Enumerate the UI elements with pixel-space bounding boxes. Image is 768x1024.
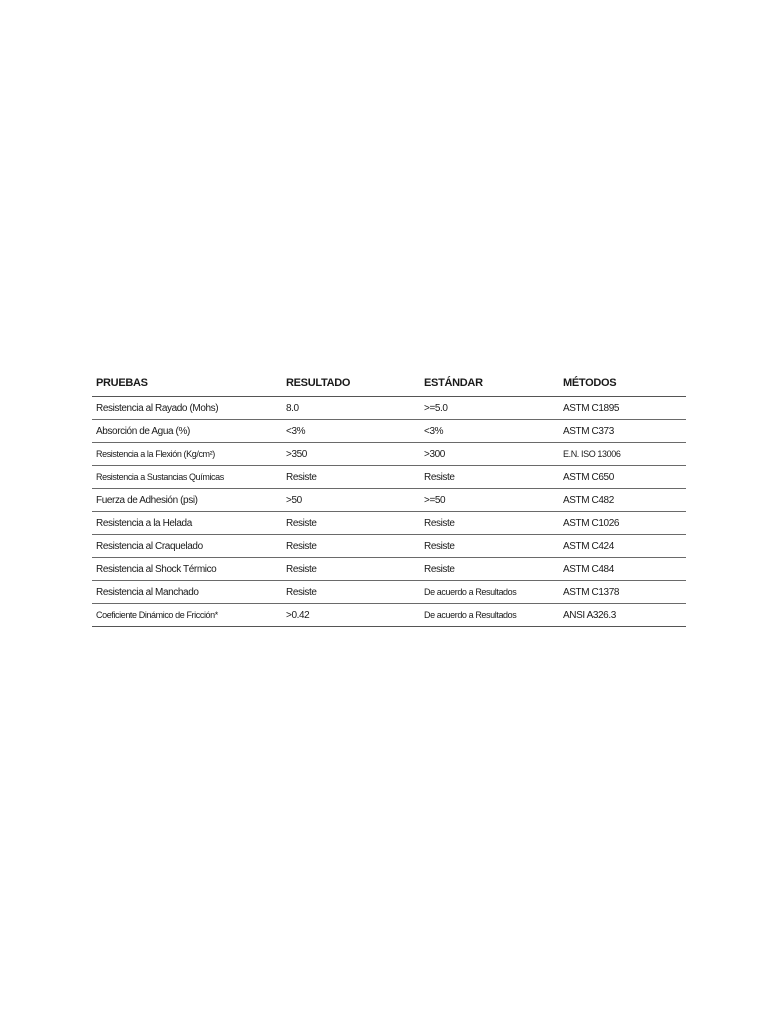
table-row [92, 443, 686, 466]
cell-estandar: >=5.0 [420, 397, 559, 420]
cell-estandar: Resiste [420, 512, 559, 535]
cell-metodo: ASTM C482 [559, 489, 686, 512]
cell-metodo: ASTM C424 [559, 535, 686, 558]
cell-estandar: De acuerdo a Resultados [420, 604, 559, 627]
table-row [92, 512, 686, 535]
cell-estandar: >=50 [420, 489, 559, 512]
cell-estandar: >300 [420, 443, 559, 466]
cell-resultado: Resiste [282, 558, 420, 581]
cell-resultado: Resiste [282, 535, 420, 558]
header-metodos: MÉTODOS [559, 370, 686, 397]
cell-prueba: Resistencia al Rayado (Mohs) [92, 397, 282, 420]
table-header [92, 370, 686, 397]
cell-estandar: <3% [420, 420, 559, 443]
header-row [92, 370, 686, 397]
cell-metodo: ASTM C650 [559, 466, 686, 489]
header-resultado: RESULTADO [282, 370, 420, 397]
table-row [92, 489, 686, 512]
cell-metodo: ASTM C373 [559, 420, 686, 443]
cell-prueba: Resistencia al Craquelado [92, 535, 282, 558]
cell-estandar: De acuerdo a Resultados [420, 581, 559, 604]
header-pruebas: PRUEBAS [92, 370, 282, 397]
cell-resultado: >0.42 [282, 604, 420, 627]
cell-resultado: Resiste [282, 466, 420, 489]
cell-estandar: Resiste [420, 558, 559, 581]
cell-metodo: ANSI A326.3 [559, 604, 686, 627]
cell-metodo: ASTM C1895 [559, 397, 686, 420]
table-row [92, 558, 686, 581]
cell-metodo: ASTM C1026 [559, 512, 686, 535]
cell-prueba: Fuerza de Adhesión (psi) [92, 489, 282, 512]
cell-prueba: Resistencia a la Helada [92, 512, 282, 535]
header-estandar: ESTÁNDAR [420, 370, 559, 397]
cell-prueba: Absorción de Agua (%) [92, 420, 282, 443]
cell-prueba: Resistencia al Shock Térmico [92, 558, 282, 581]
cell-metodo: E.N. ISO 13006 [559, 443, 686, 466]
cell-resultado: >350 [282, 443, 420, 466]
cell-prueba: Resistencia a la Flexión (Kg/cm²) [92, 443, 282, 466]
cell-estandar: Resiste [420, 535, 559, 558]
table-row [92, 581, 686, 604]
cell-resultado: <3% [282, 420, 420, 443]
cell-resultado: >50 [282, 489, 420, 512]
cell-prueba: Resistencia a Sustancias Químicas [92, 466, 282, 489]
cell-metodo: ASTM C484 [559, 558, 686, 581]
cell-prueba: Resistencia al Manchado [92, 581, 282, 604]
table-row [92, 604, 686, 627]
table-row [92, 466, 686, 489]
cell-resultado: Resiste [282, 512, 420, 535]
cell-estandar: Resiste [420, 466, 559, 489]
cell-resultado: 8.0 [282, 397, 420, 420]
table-row [92, 397, 686, 420]
specifications-table [92, 370, 686, 627]
cell-metodo: ASTM C1378 [559, 581, 686, 604]
table-body [92, 397, 686, 627]
table-row [92, 535, 686, 558]
table-row [92, 420, 686, 443]
cell-prueba: Coeficiente Dinámico de Fricción* [92, 604, 282, 627]
cell-resultado: Resiste [282, 581, 420, 604]
